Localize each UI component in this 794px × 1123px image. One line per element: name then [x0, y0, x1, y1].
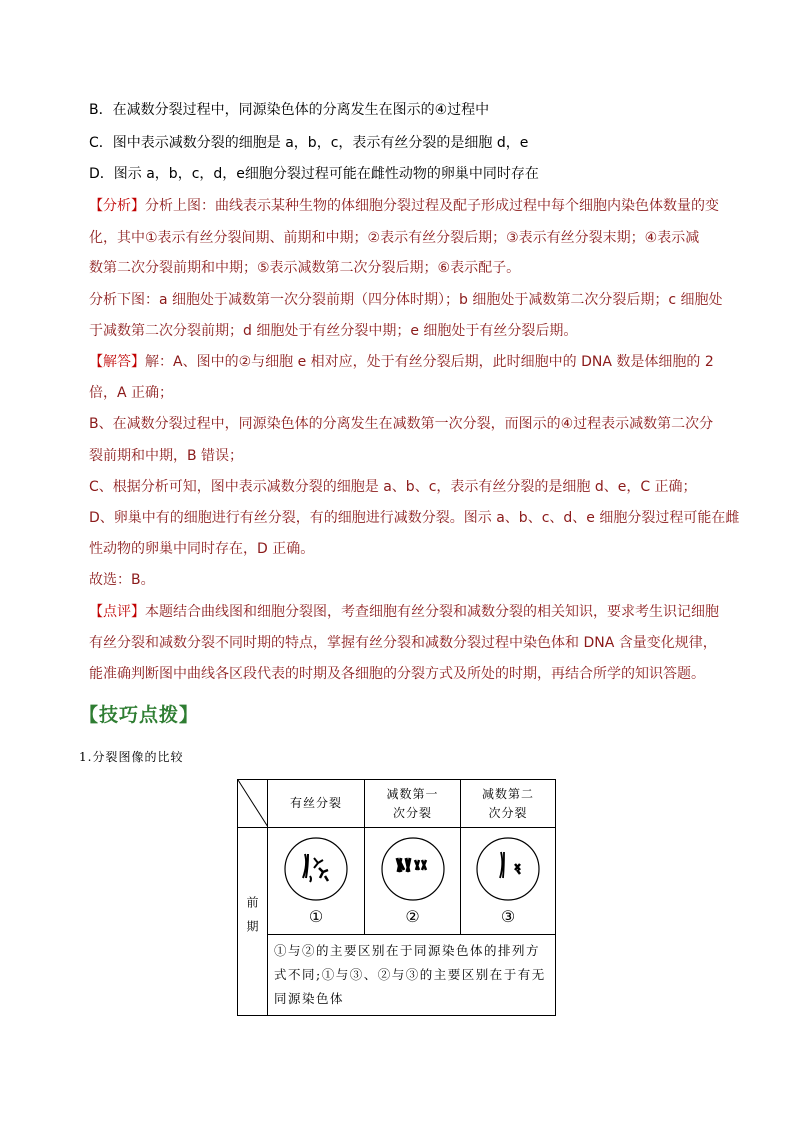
cell-label-2: ② — [405, 907, 420, 926]
option-b: B．在减数分裂过程中，同源染色体的分离发生在图示的④过程中 — [89, 102, 490, 118]
corner-cell — [238, 780, 268, 828]
row-label-prophase: 前期 — [238, 828, 268, 1016]
comment-line-1: 【点评】本题结合曲线图和细胞分裂图，考查细胞有丝分裂和减数分裂的相关知识，要求考生识记细胞 — [89, 604, 719, 620]
answer-tag: 【解答】 — [89, 354, 145, 370]
answer-line-8: 故选：B。 — [89, 572, 155, 588]
analysis-tag: 【分析】 — [89, 198, 145, 214]
meiosis2-cell-diagram — [475, 836, 541, 902]
mitosis-cell-diagram — [283, 836, 349, 902]
cell-meiosis1-prophase — [365, 828, 461, 935]
header-meiosis-2: 减数第二 次分裂 — [461, 780, 556, 828]
comment-line-3: 能准确判断图中曲线各区段代表的时期及各细胞的分裂方式及所处的时期，再结合所学的知识答题。 — [89, 666, 705, 682]
answer-line-1: 【解答】解：A、图中的②与细胞 e 相对应，处于有丝分裂后期，此时细胞中的 DNA 数是体细胞的 2 — [89, 354, 714, 370]
answer-line-6: D、卵巢中有的细胞进行有丝分裂，有的细胞进行减数分裂。图示 a、b、c、d、e 细胞分裂过程可能在雌 — [89, 510, 740, 526]
analysis-line-4: 分析下图：a 细胞处于减数第一次分裂前期（四分体时期）；b 细胞处于减数第二次分裂后期；c 细胞处 — [89, 292, 723, 308]
subheading: 1.分裂图像的比较 — [79, 750, 184, 764]
answer-line-3: B、在减数分裂过程中，同源染色体的分离发生在减数第一次分裂，而图示的④过程表示减数第二次分 — [89, 416, 714, 432]
option-c: C．图中表示减数分裂的细胞是 a，b，c，表示有丝分裂的是细胞 d，e — [89, 135, 529, 151]
comparison-note: ①与②的主要区别在于同源染色体的排列方式不同;①与③、②与③的主要区别在于有无同源染色体 — [268, 935, 556, 1016]
section-heading: 【技巧点拨】 — [79, 704, 200, 726]
analysis-line-5: 于减数第二次分裂前期；d 细胞处于有丝分裂中期；e 细胞处于有丝分裂后期。 — [89, 323, 578, 339]
analysis-line-2: 化，其中①表示有丝分裂间期、前期和中期；②表示有丝分裂后期；③表示有丝分裂末期；④表示减 — [89, 230, 700, 246]
answer-line-4: 裂前期和中期，B 错误； — [89, 448, 244, 464]
analysis-line-3: 数第二次分裂前期和中期；⑤表示减数第二次分裂后期；⑥表示配子。 — [89, 260, 521, 276]
analysis-line-1: 【分析】分析上图：曲线表示某种生物的体细胞分裂过程及配子形成过程中每个细胞内染色体数量的变 — [89, 198, 719, 214]
cell-meiosis2-prophase — [461, 828, 556, 935]
comparison-table — [237, 779, 556, 1016]
option-d: D．图示 a，b，c，d，e细胞分裂过程可能在雌性动物的卵巢中同时存在 — [89, 166, 539, 182]
cell-label-3: ③ — [500, 907, 516, 926]
answer-line-7: 性动物的卵巢中同时存在，D 正确。 — [89, 541, 315, 557]
meiosis1-cell-diagram — [380, 836, 446, 902]
header-meiosis-1: 减数第一 次分裂 — [365, 780, 461, 828]
answer-line-2: 倍，A 正确； — [89, 385, 174, 401]
header-mitosis: 有丝分裂 — [268, 780, 365, 828]
cell-mitosis-prophase — [268, 828, 365, 935]
cell-label-1: ① — [308, 907, 324, 926]
diagonal-line — [238, 780, 268, 827]
comment-line-2: 有丝分裂和减数分裂不同时期的特点，掌握有丝分裂和减数分裂过程中染色体和 DNA 含量变化规律， — [89, 635, 717, 651]
answer-line-5: C、根据分析可知，图中表示减数分裂的细胞是 a、b、c，表示有丝分裂的是细胞 d、e，C 正确； — [89, 479, 697, 495]
comment-tag: 【点评】 — [89, 604, 145, 620]
